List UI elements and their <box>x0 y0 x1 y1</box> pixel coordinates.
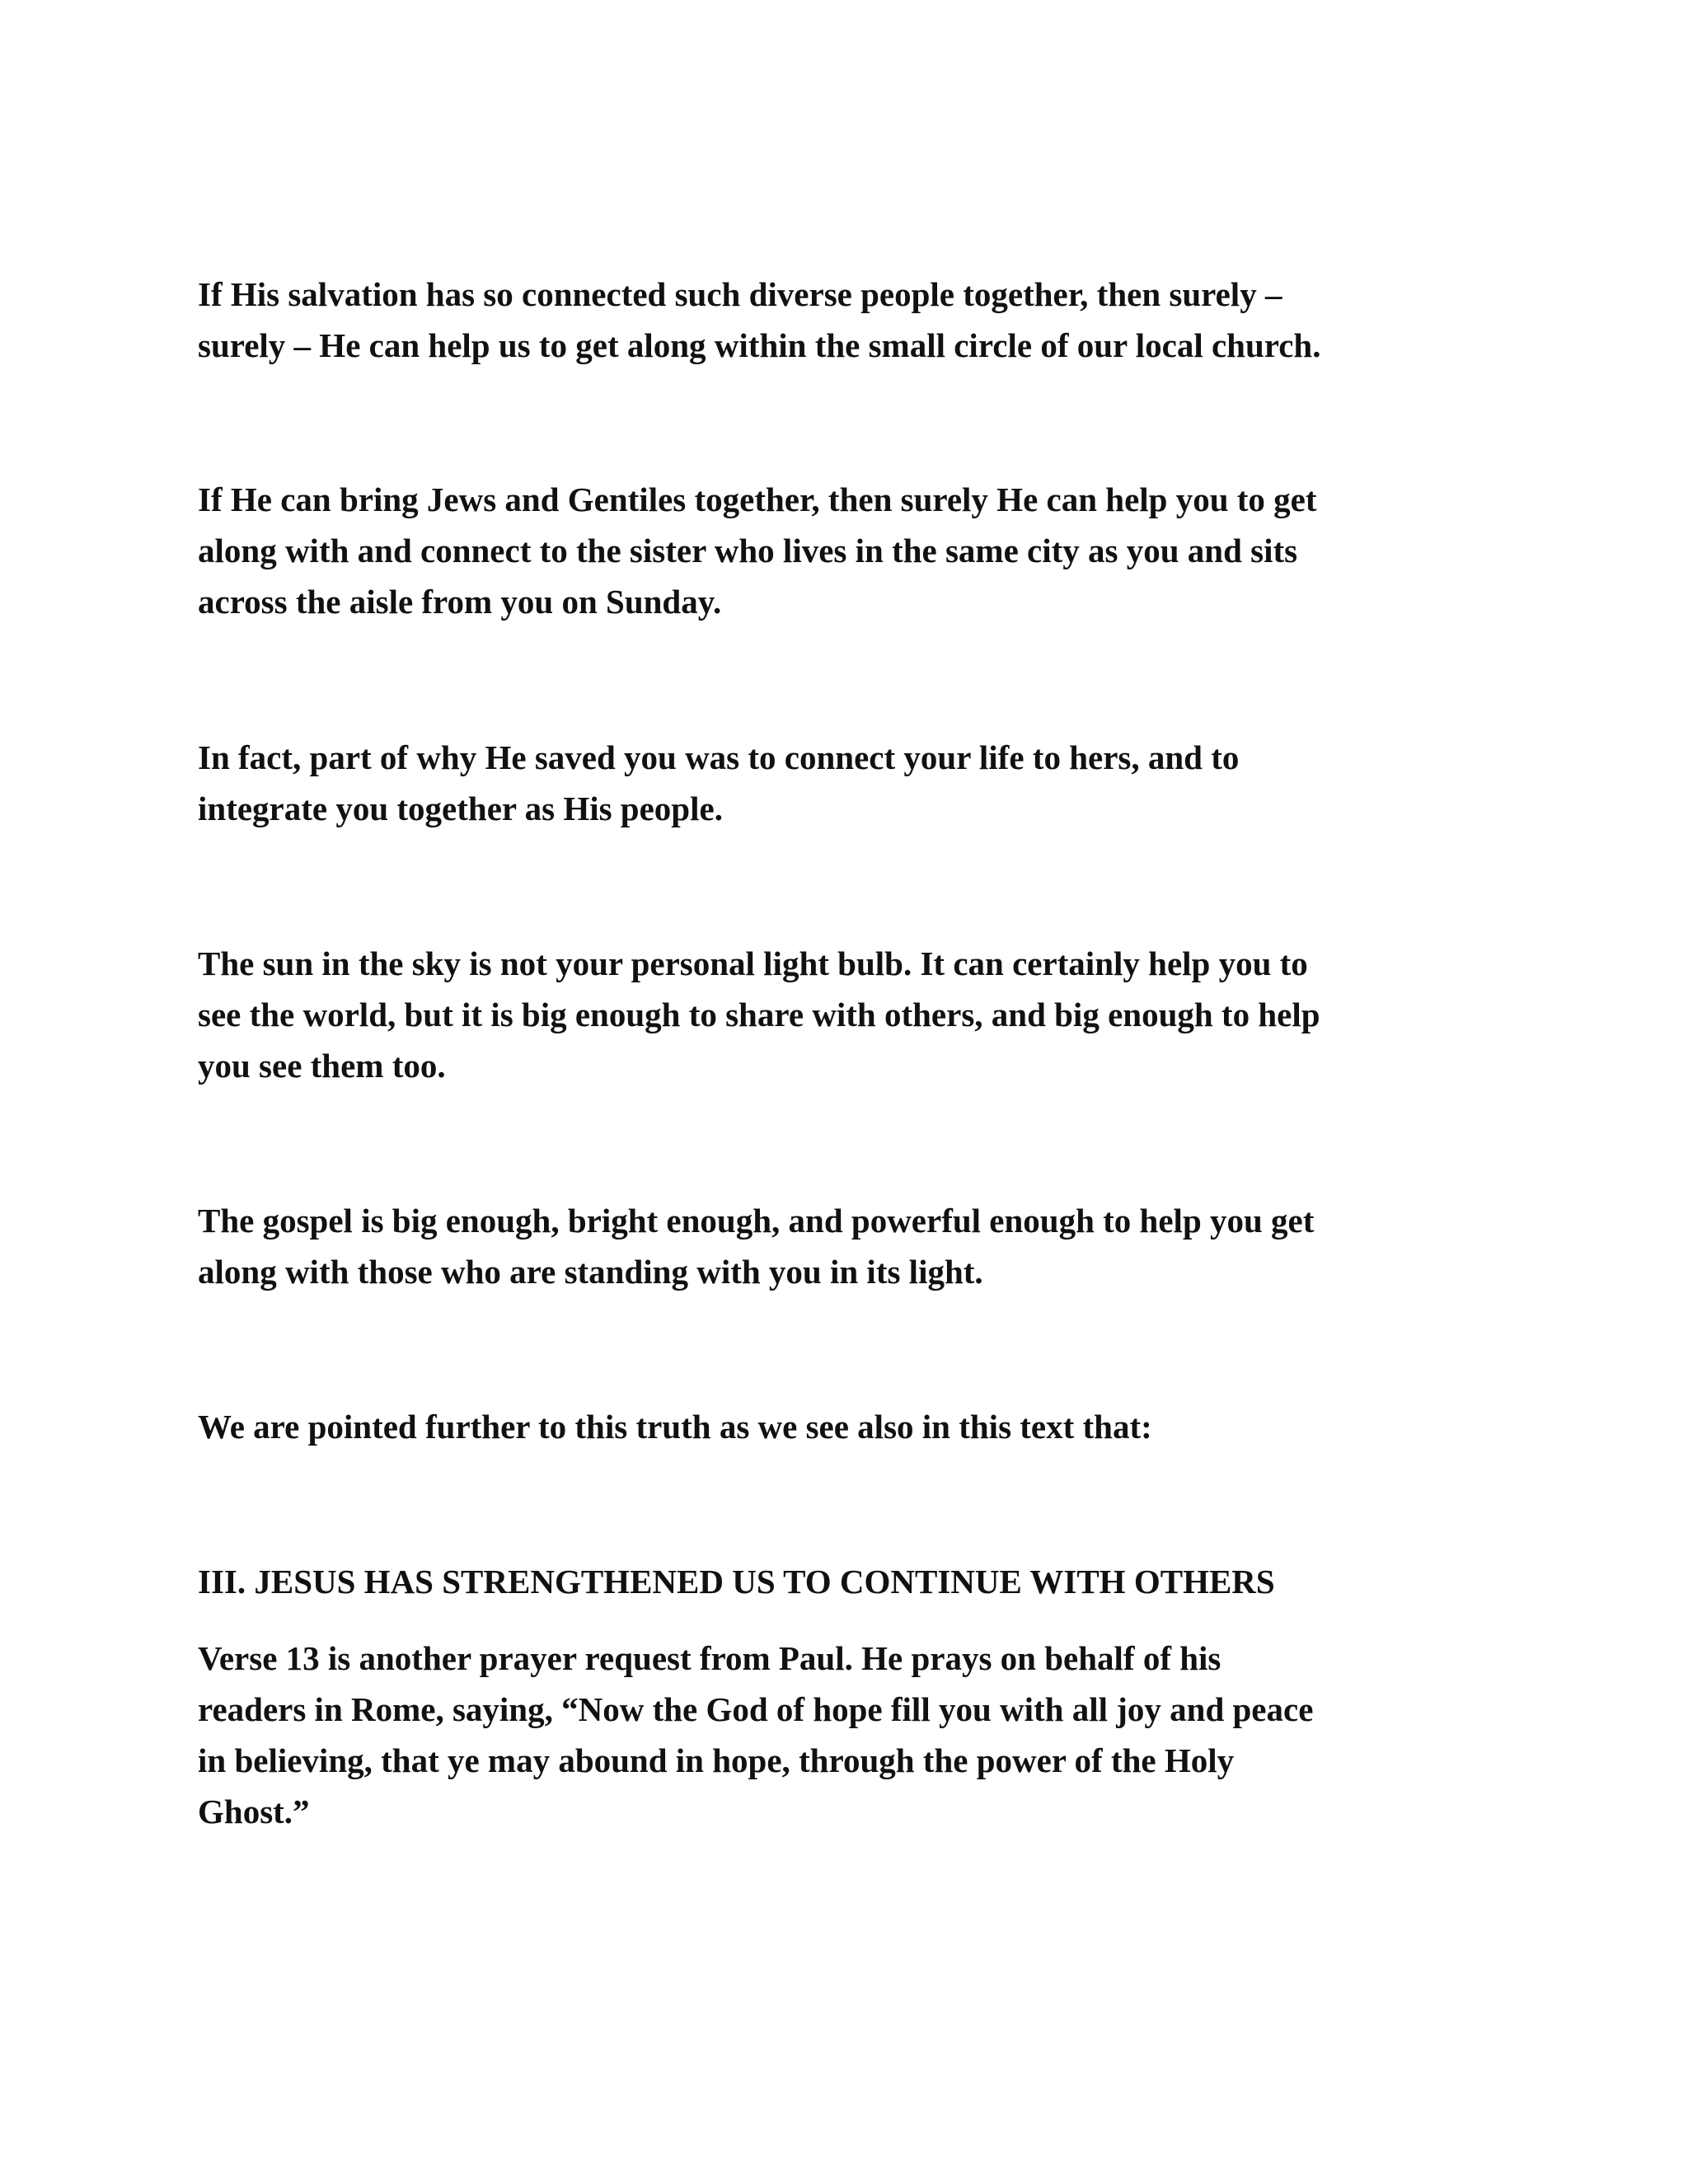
text-line: If His salvation has so connected such diverse people together, then surely – <box>198 275 1282 313</box>
text-line: see the world, but it is big enough to share with others, and big enough to help <box>198 996 1320 1033</box>
text-line: Verse 13 is another prayer request from Paul. He prays on behalf of his <box>198 1639 1221 1677</box>
text-line: across the aisle from you on Sunday. <box>198 583 722 621</box>
paragraph-part-of-why <box>198 732 1500 834</box>
text-line: If He can bring Jews and Gentiles together, then surely He can help you to get <box>198 480 1317 518</box>
text-line: We are pointed further to this truth as we see also in this text that: <box>198 1408 1152 1446</box>
text-line: Ghost.” <box>198 1793 310 1830</box>
paragraph-verse-13 <box>198 1633 1500 1837</box>
text-line: In fact, part of why He saved you was to connect your life to hers, and to <box>198 738 1240 776</box>
text-line: The sun in the sky is not your personal light bulb. It can certainly help you to <box>198 944 1308 982</box>
paragraph-sun-in-sky <box>198 938 1500 1091</box>
text-line: readers in Rome, saying, “Now the God of hope fill you with all joy and peace <box>198 1690 1314 1728</box>
paragraph-salvation-connected <box>198 269 1500 371</box>
text-line: along with and connect to the sister who lives in the same city as you and sits <box>198 532 1298 569</box>
text-line: surely – He can help us to get along within the small circle of our local church. <box>198 326 1321 364</box>
text-line: The gospel is big enough, bright enough, and powerful enough to help you get <box>198 1202 1315 1240</box>
paragraph-jews-gentiles <box>198 474 1500 627</box>
paragraph-pointed-further <box>198 1401 1500 1452</box>
text-line: integrate you together as His people. <box>198 790 723 827</box>
text-line: along with those who are standing with you in its light. <box>198 1253 983 1291</box>
section-heading <box>198 1556 1500 1607</box>
text-line: in believing, that ye may abound in hope, through the power of the Holy <box>198 1741 1235 1779</box>
paragraph-gospel-big-enough <box>198 1195 1500 1297</box>
text-line: you see them too. <box>198 1047 446 1085</box>
heading-line: III. JESUS HAS STRENGTHENED US TO CONTINUE WITH OTHERS <box>198 1563 1275 1601</box>
